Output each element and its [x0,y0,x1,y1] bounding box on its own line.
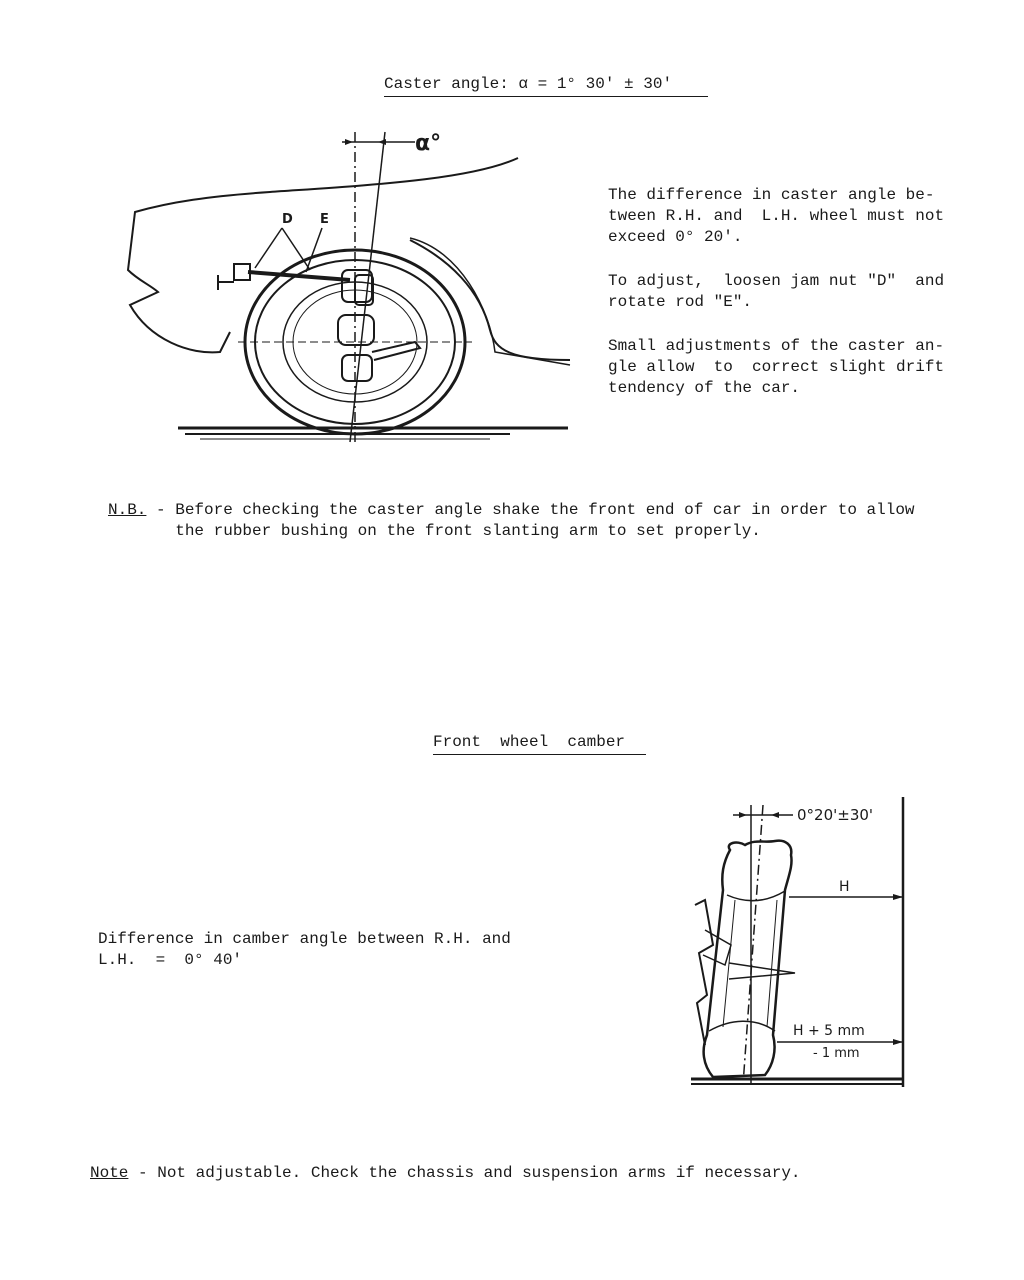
camber-title: Front wheel camber [433,733,626,751]
camber-text: Difference in camber angle between R.H. and L.H. = 0° 40' [98,930,511,969]
caster-paragraph-2: To adjust, loosen jam nut "D" and rotate rod "E". [608,272,945,311]
label-minus-1: - 1 mm [813,1046,860,1061]
label-h-plus-5: H + 5 mm [793,1023,865,1039]
label-h: H [839,879,850,895]
nb-note [108,500,915,542]
caster-title: Caster angle: α = 1° 30' ± 30' [384,75,673,93]
camber-diagram [685,795,925,1105]
caster-diagram [110,120,580,460]
label-d: D [282,212,293,227]
caster-paragraph-3: Small adjustments of the caster an- gle allow to correct slight drift tendency of the car. [608,337,945,397]
caster-paragraph-1: The difference in caster angle be- tween R.H. and L.H. wheel must not exceed 0° 20'. [608,186,945,246]
bottom-note [90,1163,801,1184]
caster-title-underline [384,96,708,97]
camber-angle-label: 0°20'±30' [797,806,874,824]
label-e: E [320,212,329,227]
nb-label: N.B. [108,501,147,519]
note-label: Note [90,1164,129,1182]
nb-text: - Before checking the caster angle shake the front end of car in order to allow the rubber bushing on the front slanting arm to set properly. [156,501,915,540]
note-text: - Not adjustable. Check the chassis and suspension arms if necessary. [128,1164,801,1182]
camber-title-underline [433,754,646,755]
caster-angle-label: α° [415,131,442,156]
